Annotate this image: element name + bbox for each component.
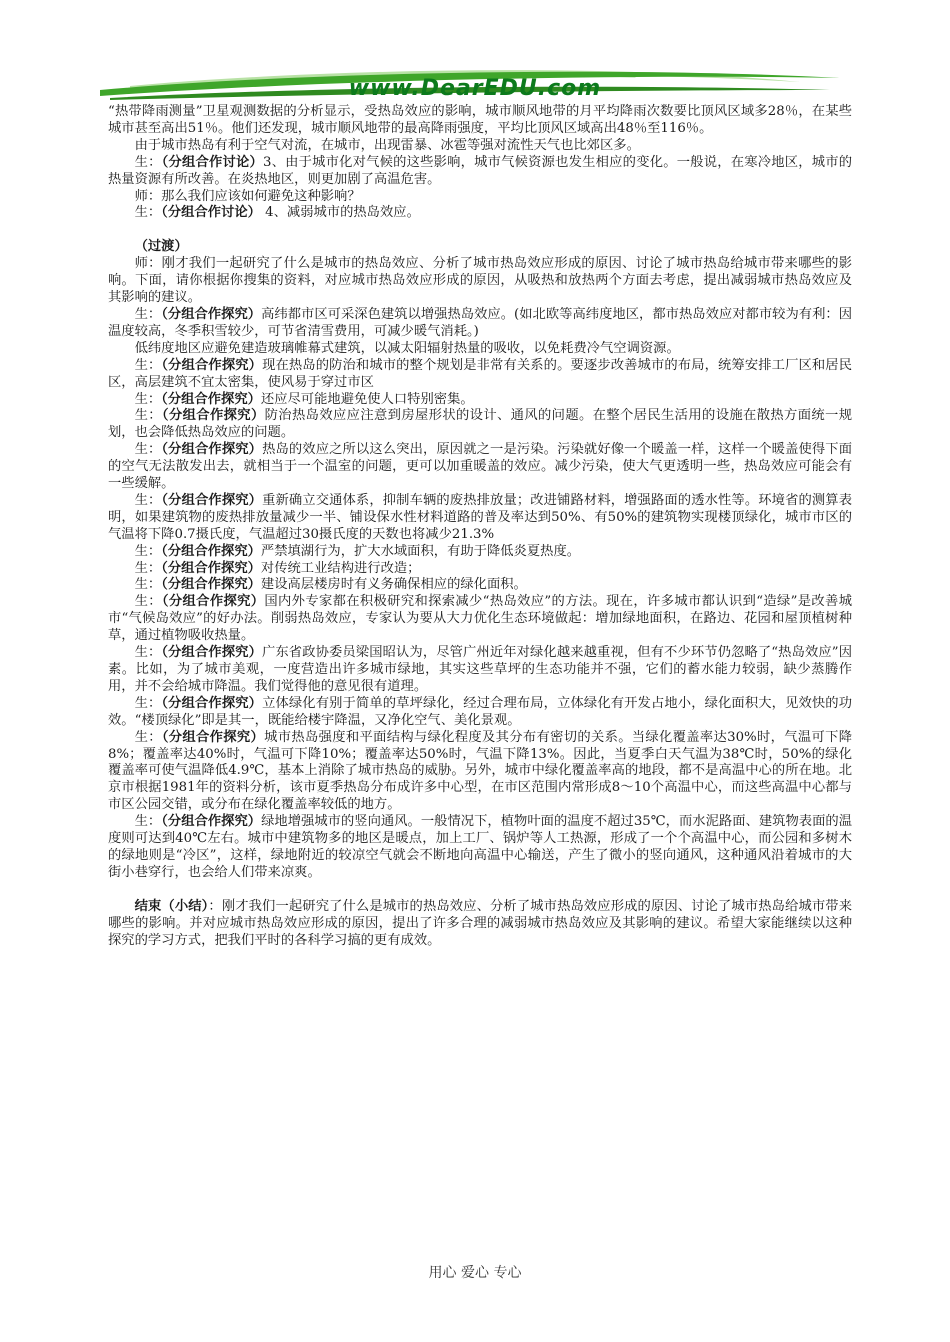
activity-tag: （分组合作讨论） bbox=[161, 154, 263, 170]
speaker-label: 生： bbox=[134, 442, 162, 458]
speaker-label: 生： bbox=[134, 357, 162, 373]
paragraph bbox=[108, 594, 852, 645]
paragraph-text: 严禁填湖行为，扩大水域面积，有助于降低炎夏热度。 bbox=[260, 543, 581, 559]
paragraph bbox=[108, 358, 852, 392]
speaker-label: 生： bbox=[134, 695, 162, 711]
paragraph bbox=[108, 544, 852, 561]
speaker-label: 生： bbox=[134, 306, 162, 322]
paragraph-text: 还应尽可能地避免使人口特别密集。 bbox=[260, 391, 474, 407]
activity-tag: （分组合作探究） bbox=[161, 594, 265, 610]
paragraph bbox=[108, 392, 852, 409]
speaker-label: 生： bbox=[134, 729, 162, 745]
activity-tag: （分组合作探究） bbox=[161, 306, 262, 322]
paragraph bbox=[108, 730, 852, 815]
paragraph bbox=[108, 138, 852, 155]
page-footer: 用心 爱心 专心 bbox=[428, 1265, 522, 1281]
speaker-label: 生： bbox=[134, 645, 162, 661]
page-header bbox=[0, 0, 950, 104]
activity-tag: （分组合作探究） bbox=[161, 408, 265, 424]
speaker-label: 生： bbox=[134, 391, 162, 407]
speaker-label: 生： bbox=[134, 594, 162, 610]
activity-tag: （分组合作探究） bbox=[161, 357, 263, 373]
activity-tag: （过渡） bbox=[134, 239, 188, 255]
activity-tag: （分组合作探究） bbox=[161, 560, 261, 576]
paragraph-text: 立体绿化有别于简单的草坪绿化，经过合理布局，立体绿化有开发占地小，绿化面积大，见效快的功效。“楼顶绿化”即是其一，既能给楼宇降温，又净化空气、美化景观。 bbox=[108, 695, 853, 728]
speaker-label: 生： bbox=[134, 492, 162, 508]
paragraph bbox=[108, 645, 852, 696]
paragraph-text: 师：刚才我们一起研究了什么是城市的热岛效应、分析了城市热岛效应形成的原因、讨论了城市热岛给城市带来哪些的影响。下面，请你根据你搜集的资料，对应城市热岛效应形成的原因，从吸热和放热两个方面去考虑，提出减弱城市热岛效应及其影响的建议。 bbox=[108, 256, 852, 306]
activity-tag: （分组合作探究） bbox=[161, 442, 263, 458]
paragraph-text: 师：那么我们应该如何避免这种影响？ bbox=[134, 188, 361, 204]
activity-tag: （分组合作探究） bbox=[161, 729, 265, 745]
paragraph-text: 由于城市热岛有利于空气对流，在城市，出现雷暴、冰雹等强对流性天气也比郊区多。 bbox=[134, 137, 640, 153]
paragraph-text: 现在热岛的防治和城市的整个规划是非常有关系的。要逐步改善城市的布局，统筹安排工厂区和居民区，高层建筑不宜太密集，使风易于穿过市区 bbox=[108, 357, 853, 390]
activity-tag: （分组合作探究） bbox=[161, 391, 261, 407]
speaker-label: 生： bbox=[134, 543, 162, 559]
paragraph-text: 高纬都市区可采深色建筑以增强热岛效应。(如北欧等高纬度地区，都市热岛效应对都市较为有利：因温度较高，冬季积雪较少，可节省清雪费用，可减少暖气消耗。) bbox=[108, 306, 853, 339]
speaker-label: 生： bbox=[134, 577, 162, 593]
activity-tag: （分组合作探究） bbox=[161, 543, 261, 559]
paragraph-text: 城市热岛强度和平面结构与绿化程度及其分布有密切的关系。当绿化覆盖率达30%时，气温可下降8%；覆盖率达40%时，气温可下降10%；覆盖率达50%时，气温下降13%。因此，当夏季白天气温为38℃时，50%的绿化覆盖率可使气温降低4.9℃，基本上消除了城市热岛的威胁。另外，城市中绿化覆盖率高的地段，都不是高温中心的所在地。北京市根据1981年的资料分析，该市夏季热岛分布成许多中心型，在市区范围内常形成8～10个高温中心，而这些高温中心都与市区公园交错，或分布在绿化覆盖率较低的地方。 bbox=[108, 729, 853, 813]
document-body bbox=[108, 104, 852, 950]
paragraph bbox=[108, 442, 852, 493]
paragraph-spacer bbox=[108, 882, 852, 899]
paragraph-text: 对传统工业结构进行改造； bbox=[260, 560, 421, 576]
speaker-label: 生： bbox=[134, 154, 162, 170]
speaker-label: 生： bbox=[134, 205, 162, 221]
activity-tag: （分组合作探究） bbox=[161, 492, 263, 508]
paragraph bbox=[108, 899, 852, 950]
paragraph-text: “热带降雨测量”卫星观测数据的分析显示，受热岛效应的影响，城市顺风地带的月平均降雨次数要比顶风区域多28％，在某些城市甚至高出51％。他们还发现，城市顺风地带的最高降雨强度，平均比顶风区域高出48％至116％。 bbox=[108, 104, 852, 136]
activity-tag: （分组合作探究） bbox=[161, 645, 262, 661]
paragraph bbox=[108, 561, 852, 578]
paragraph bbox=[108, 155, 852, 189]
paragraph-text: 3、由于城市化对气候的这些影响，城市气候资源也发生相应的变化。一般说，在寒冷地区，城市的热量资源有所改善。在炎热地区，则更加剧了高温危害。 bbox=[108, 154, 853, 187]
activity-tag: （分组合作探究） bbox=[161, 695, 263, 711]
paragraph-text: 国内外专家都在积极研究和探索减少“热岛效应”的方法。现在，许多城市都认识到“造绿”是改善城市“气候岛效应”的好办法。削弱热岛效应，专家认为要从大力优化生态环境做起：增加绿地面积，在路边、花园和屋顶植树种草，通过植物吸收热量。 bbox=[108, 594, 852, 644]
paragraph-text: 热岛的效应之所以这么突出，原因就之一是污染。污染就好像一个暖盖一样，这样一个暖盖使得下面的空气无法散发出去，就相当于一个温室的问题，更可以加重暖盖的效应。减少污染，使大气更透明一些，热岛效应可能会有一些缓解。 bbox=[108, 442, 853, 492]
paragraph bbox=[108, 696, 852, 730]
paragraph-text: 广东省政协委员梁国昭认为，尽管广州近年对绿化越来越重视，但有不少环节仍忽略了“热岛效应”因素。比如，为了城市美观，一度营造出许多城市绿地，其实这些草坪的生态功能并不强，它们的蓄水能力较弱，缺少蒸腾作用，并不会给城市降温。我们觉得他的意见很有道理。 bbox=[108, 645, 852, 694]
paragraph bbox=[108, 814, 852, 882]
paragraph bbox=[108, 239, 852, 256]
paragraph-text: 低纬度地区应避免建造玻璃帷幕式建筑，以减太阳辐射热量的吸收，以免耗费冷气空调资源。 bbox=[134, 340, 680, 356]
paragraph bbox=[108, 307, 852, 341]
activity-tag: （分组合作探究） bbox=[161, 814, 262, 830]
activity-tag: （分组合作讨论） bbox=[161, 205, 261, 221]
paragraph bbox=[108, 104, 852, 138]
paragraph-text: 建设高层楼房时有义务确保相应的绿化面积。 bbox=[260, 577, 527, 593]
site-logo-text: www.DearEDU.com bbox=[348, 76, 602, 101]
paragraph bbox=[108, 577, 852, 594]
paragraph bbox=[108, 189, 852, 206]
activity-tag: 结束（小结） bbox=[134, 898, 209, 914]
speaker-label: 生： bbox=[134, 408, 162, 424]
speaker-label: 生： bbox=[134, 560, 162, 576]
paragraph-text: 防治热岛效应应注意到房屋形状的设计、通风的问题。在整个居民生活用的设施在散热方面统一规划，也会降低热岛效应的问题。 bbox=[108, 408, 853, 441]
activity-tag: （分组合作探究） bbox=[161, 577, 261, 593]
paragraph-text: 重新确立交通体系，抑制车辆的废热排放量；改进铺路材料，增强路面的透水性等。环境省的测算表明，如果建筑物的废热排放量减少一半、铺设保水性材料道路的普及率达到50%、有50%的建筑物实现楼顶绿化，城市市区的气温将下降0.7摄氏度，气温超过30摄氏度的天数也将减少21.3% bbox=[108, 492, 853, 542]
paragraph-text: 4、减弱城市的热岛效应。 bbox=[260, 205, 420, 221]
paragraph-text: 绿地增强城市的竖向通风。一般情况下，植物叶面的温度不超过35℃，而水泥路面、建筑物表面的温度则可达到40℃左右。城市中建筑物多的地区是暖点，加上工厂、锅炉等人工热源，形成了一个个高温中心，而公园和多树木的绿地则是“冷区”，这样，绿地附近的较凉空气就会不断地向高温中心输送，产生了微小的竖向通风，这种通风沿着城市的大街小巷穿行，也会给人们带来凉爽。 bbox=[108, 814, 852, 880]
paragraph bbox=[108, 408, 852, 442]
paragraph bbox=[108, 493, 852, 544]
speaker-label: 生： bbox=[134, 814, 162, 830]
paragraph-spacer bbox=[108, 222, 852, 239]
paragraph bbox=[108, 205, 852, 222]
paragraph bbox=[108, 256, 852, 307]
paragraph-text: ：刚才我们一起研究了什么是城市的热岛效应、分析了城市热岛效应形成的原因、讨论了城市热岛给城市带来哪些的影响。并对应城市热岛效应形成的原因，提出了许多合理的减弱城市热岛效应及其影响的建议。希望大家能继续以这种探究的学习方式，把我们平时的各科学习搞的更有成效。 bbox=[108, 898, 852, 948]
paragraph bbox=[108, 341, 852, 358]
